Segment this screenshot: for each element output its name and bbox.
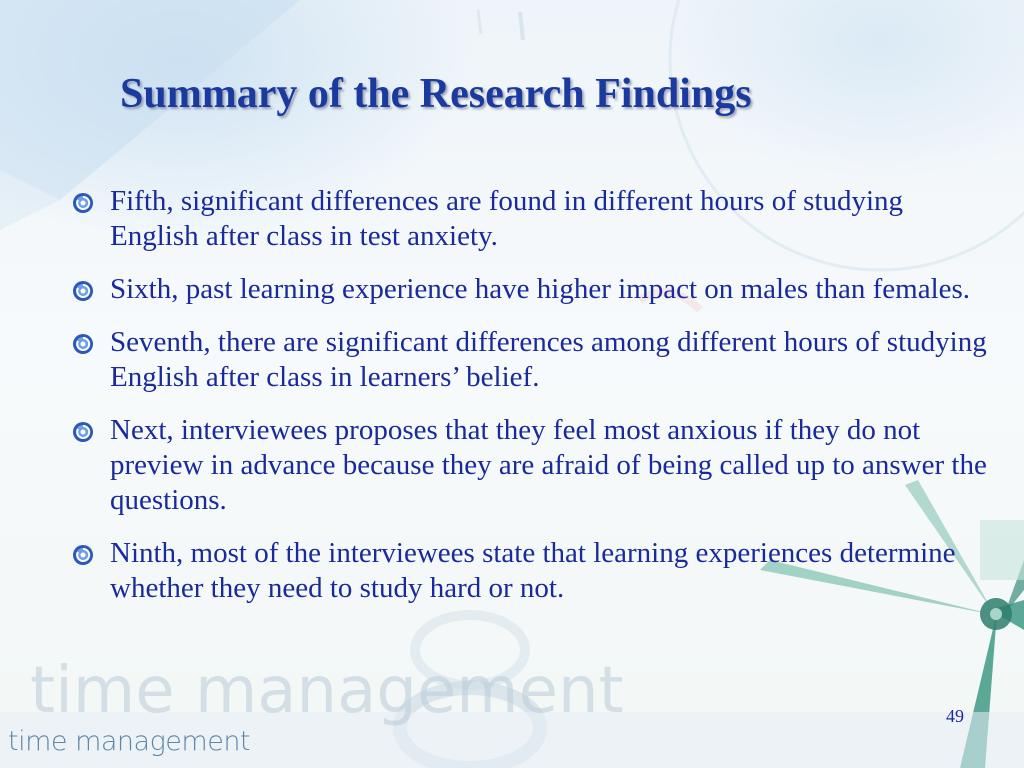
blue-swirl-bullet-icon	[72, 280, 94, 302]
brand-footer-text: time management	[8, 726, 251, 757]
bullet-list	[72, 184, 992, 624]
bullet-text: Ninth, most of the interviewees state that learning experiences determine whether they need to study hard or not.	[110, 537, 956, 604]
page-number: 49	[946, 706, 964, 726]
blue-swirl-bullet-icon	[72, 333, 94, 355]
bullet-text: Fifth, significant differences are found in different hours of studying English after class in test anxiety.	[110, 185, 904, 252]
blue-swirl-bullet-icon	[72, 421, 94, 443]
slide-title: Summary of the Research Findings	[120, 71, 752, 117]
bullet-item-next	[72, 413, 992, 518]
bullet-item-fifth	[72, 184, 992, 254]
blue-swirl-bullet-icon	[72, 544, 94, 566]
bullet-text: Sixth, past learning experience have higher impact on males than females.	[110, 273, 971, 305]
bullet-item-seventh	[72, 325, 992, 395]
watermark-text: time management	[30, 654, 624, 728]
bullet-item-ninth	[72, 536, 992, 606]
blue-swirl-bullet-icon	[72, 192, 94, 214]
bullet-item-sixth	[72, 272, 992, 307]
bullet-text: Next, interviewees proposes that they feel most anxious if they do not preview in advance because they are afraid of being called up to answer the questions.	[110, 414, 987, 516]
bullet-text: Seventh, there are significant differences among different hours of studying English after class in learners’ belief.	[110, 326, 987, 393]
